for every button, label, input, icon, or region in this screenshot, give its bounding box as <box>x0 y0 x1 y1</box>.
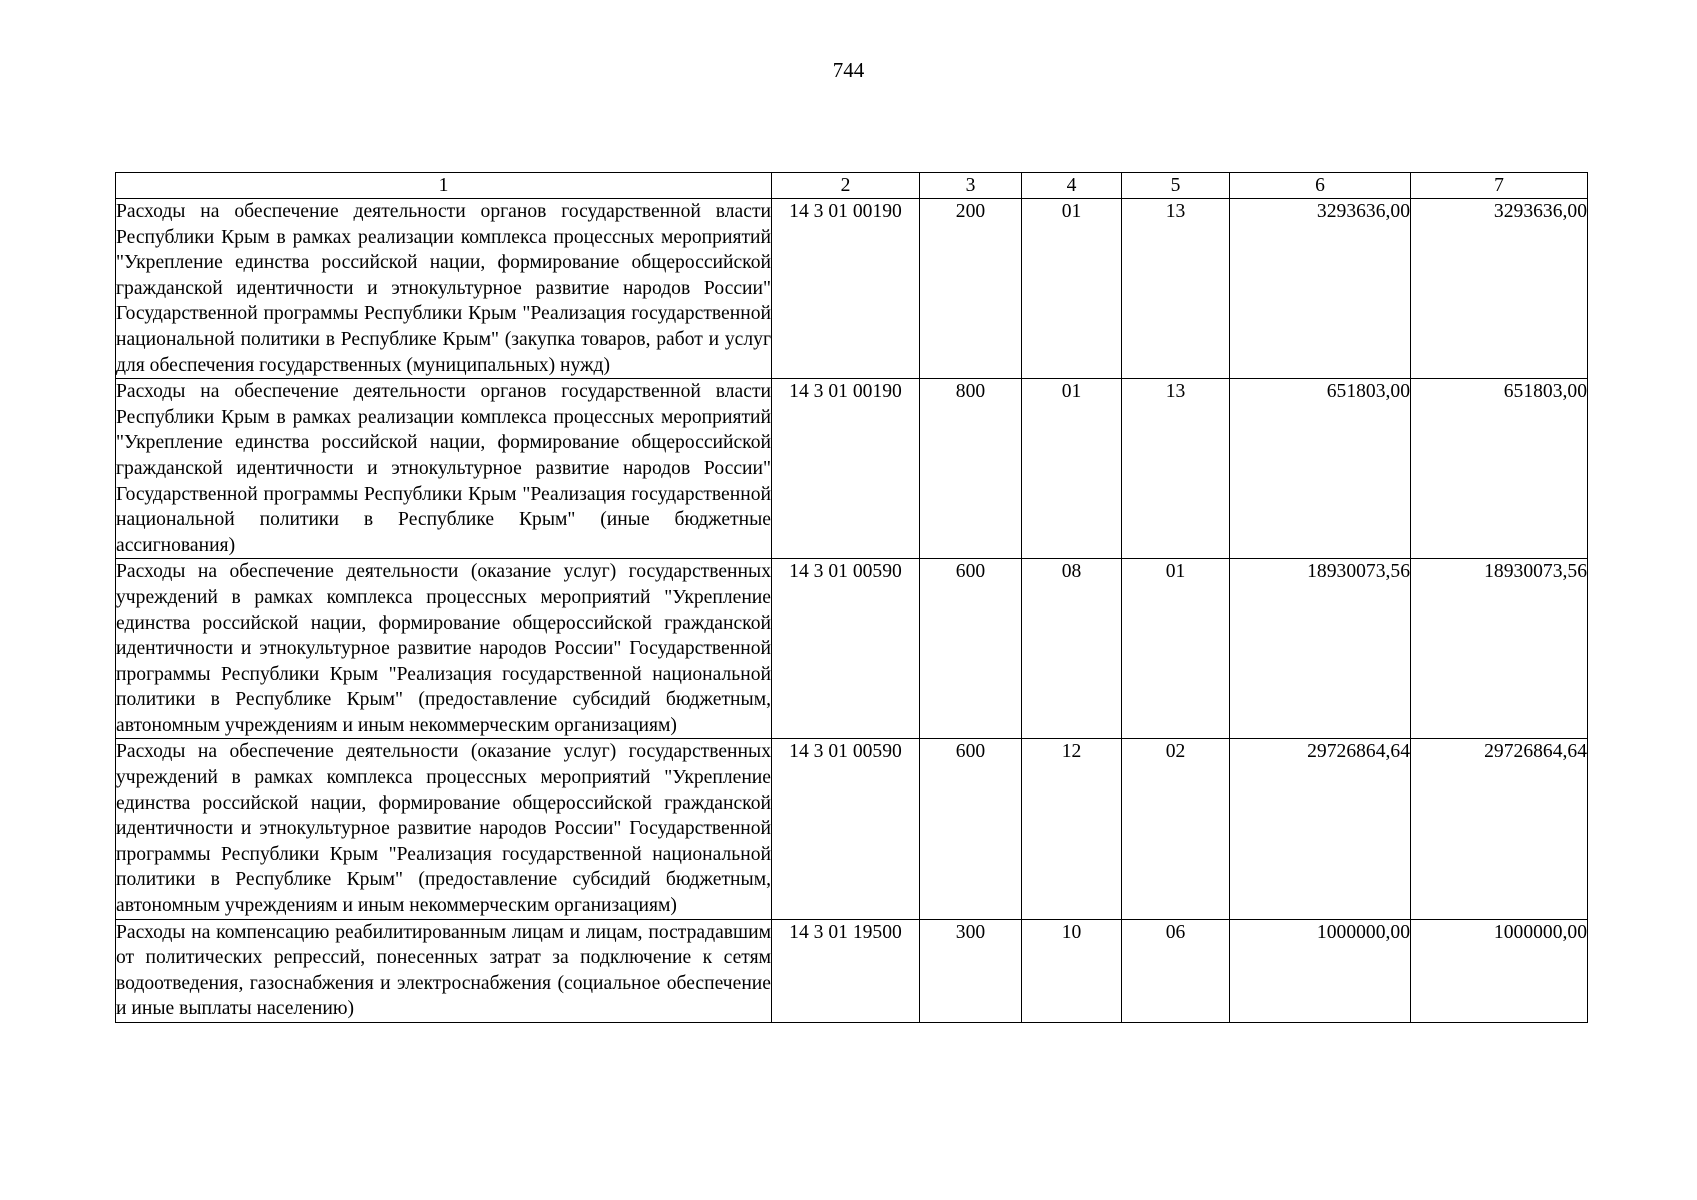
row-description: Расходы на обеспечение деятельности (оказание услуг) государственных учреждений в рамках комплекса процессных мероприятий "Укрепление единства российской нации, формирование общероссийской гражданской идентичности и этнокультурное развитие народов России" Государственной программы Республики Крым "Реализация государственной национальной политики в Республике Крым" (предоставление субсидий бюджетным, автономным учреждениям и иным некоммерческим организациям) <box>116 739 772 919</box>
table-row <box>116 199 1588 379</box>
row-subsection: 13 <box>1122 199 1230 379</box>
header-cell-1: 1 <box>116 173 772 199</box>
header-cell-5: 5 <box>1122 173 1230 199</box>
header-cell-7: 7 <box>1411 173 1588 199</box>
header-cell-6: 6 <box>1230 173 1411 199</box>
row-amount-6: 29726864,64 <box>1230 739 1411 919</box>
row-target-code: 14 3 01 00190 <box>772 199 920 379</box>
row-amount-6: 3293636,00 <box>1230 199 1411 379</box>
row-expense-type: 600 <box>920 559 1022 739</box>
row-amount-6: 18930073,56 <box>1230 559 1411 739</box>
row-section: 12 <box>1022 739 1122 919</box>
header-cell-2: 2 <box>772 173 920 199</box>
row-section: 01 <box>1022 379 1122 559</box>
row-expense-type: 200 <box>920 199 1022 379</box>
row-amount-7: 29726864,64 <box>1411 739 1588 919</box>
budget-table <box>115 172 1588 1023</box>
row-section: 10 <box>1022 919 1122 1022</box>
row-amount-6: 651803,00 <box>1230 379 1411 559</box>
row-expense-type: 600 <box>920 739 1022 919</box>
row-target-code: 14 3 01 00590 <box>772 559 920 739</box>
row-subsection: 13 <box>1122 379 1230 559</box>
row-description: Расходы на обеспечение деятельности органов государственной власти Республики Крым в рамках реализации комплекса процессных мероприятий "Укрепление единства российской нации, формирование общероссийской гражданской идентичности и этнокультурное развитие народов России" Государственной программы Республики Крым "Реализация государственной национальной политики в Республике Крым" (закупка товаров, работ и услуг для обеспечения государственных (муниципальных) нужд) <box>116 199 772 379</box>
page-number: 744 <box>832 58 865 82</box>
row-subsection: 02 <box>1122 739 1230 919</box>
row-section: 08 <box>1022 559 1122 739</box>
table-row <box>116 919 1588 1022</box>
row-target-code: 14 3 01 00590 <box>772 739 920 919</box>
row-amount-7: 18930073,56 <box>1411 559 1588 739</box>
row-amount-7: 1000000,00 <box>1411 919 1588 1022</box>
row-subsection: 01 <box>1122 559 1230 739</box>
row-section: 01 <box>1022 199 1122 379</box>
row-expense-type: 800 <box>920 379 1022 559</box>
header-row <box>116 173 1588 199</box>
row-expense-type: 300 <box>920 919 1022 1022</box>
table-row <box>116 739 1588 919</box>
row-subsection: 06 <box>1122 919 1230 1022</box>
row-target-code: 14 3 01 00190 <box>772 379 920 559</box>
row-target-code: 14 3 01 19500 <box>772 919 920 1022</box>
table-row <box>116 379 1588 559</box>
header-cell-3: 3 <box>920 173 1022 199</box>
row-description: Расходы на обеспечение деятельности (оказание услуг) государственных учреждений в рамках комплекса процессных мероприятий "Укрепление единства российской нации, формирование общероссийской гражданской идентичности и этнокультурное развитие народов России" Государственной программы Республики Крым "Реализация государственной национальной политики в Республике Крым" (предоставление субсидий бюджетным, автономным учреждениям и иным некоммерческим организациям) <box>116 559 772 739</box>
header-cell-4: 4 <box>1022 173 1122 199</box>
row-amount-7: 651803,00 <box>1411 379 1588 559</box>
row-amount-7: 3293636,00 <box>1411 199 1588 379</box>
row-description: Расходы на обеспечение деятельности органов государственной власти Республики Крым в рамках реализации комплекса процессных мероприятий "Укрепление единства российской нации, формирование общероссийской гражданской идентичности и этнокультурное развитие народов России" Государственной программы Республики Крым "Реализация государственной национальной политики в Республике Крым" (иные бюджетные ассигнования) <box>116 379 772 559</box>
row-amount-6: 1000000,00 <box>1230 919 1411 1022</box>
table-row <box>116 559 1588 739</box>
row-description: Расходы на компенсацию реабилитированным лицам и лицам, пострадавшим от политических репрессий, понесенных затрат за подключение к сетям водоотведения, газоснабжения и электроснабжения (социальное обеспечение и иные выплаты населению) <box>116 919 772 1022</box>
